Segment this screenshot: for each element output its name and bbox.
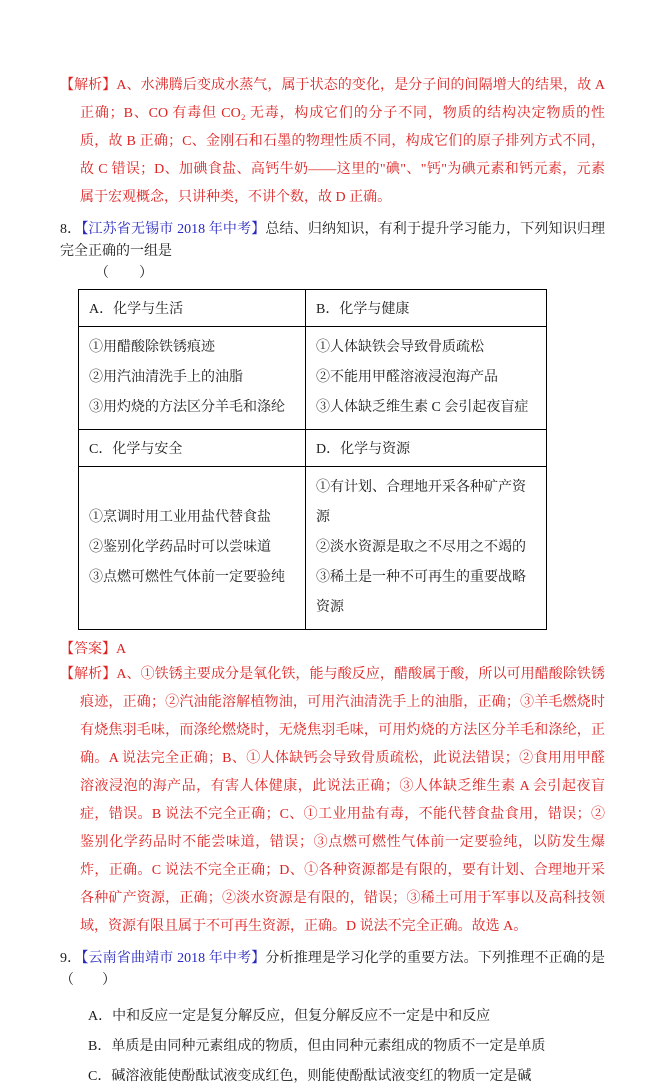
analysis-text: A、水沸腾后变成水蒸气，属于状态的变化，是分子间的间隔增大的结果，故 A 正确；B、CO 有毒但 CO₂ 无毒，构成它们的分子不同，物质的结构决定物质的性质，故 B 正确；C、金刚石和石墨的物理性质不同，构成它们的原子排列方式不同，故 C 错误；D、加碘食盐、高钙牛奶——这里的"碘"、"钙"为碘元素和钙元素，元素属于宏观概念，只讲种类，不讲个数，故 D 正确。 [80,78,606,205]
table-row [79,290,547,327]
question-9 [60,948,605,992]
list-item: ②鉴别化学药品时可以尝味道 [89,540,271,555]
analysis-paragraph-q7 [60,72,605,212]
question-8-source: 【江苏省无锡市 2018 年中考】 [81,222,266,237]
cell-d-items [306,467,547,630]
question-8 [60,219,605,263]
list-item: ②用汽油清洗手上的油脂 [89,370,243,385]
cell-c-header: C．化学与安全 [79,430,306,467]
question-9-options [88,1002,605,1092]
answer-label: 【答案】 [60,642,116,657]
question-9-number: 9． [60,951,82,966]
option-b: B．单质是由同种元素组成的物质，但由同种元素组成的物质不一定是单质 [88,1039,546,1054]
cell-a-items [79,327,306,430]
list-item: ③人体缺乏维生素 C 会引起夜盲症 [316,400,529,415]
list-item: ①用醋酸除铁锈痕迹 [89,340,215,355]
table-row [79,430,547,467]
option-c: C．碱溶液能使酚酞试液变成红色，则能使酚酞试液变红的物质一定是碱 [88,1069,532,1084]
table-row [79,327,547,430]
list-item: ③稀土是一种不可再生的重要战略资源 [316,570,526,615]
list-item: ①有计划、合理地开采各种矿产资源 [316,480,526,525]
analysis-paragraph-q8 [60,661,605,941]
knowledge-classification-table [78,289,547,630]
list-item: ①人体缺铁会导致骨质疏松 [316,340,484,355]
question-9-source: 【云南省曲靖市 2018 年中考】 [81,951,266,966]
list-item: ①烹调时用工业用盐代替食盐 [89,510,271,525]
list-item: ②不能用甲醛溶液浸泡海产品 [316,370,498,385]
table-row [79,467,547,630]
analysis-text: A、①铁锈主要成分是氧化铁，能与酸反应，醋酸属于酸，所以可用醋酸除铁锈痕迹，正确；②汽油能溶解植物油，可用汽油清洗手上的油脂，正确；③羊毛燃烧时有烧焦羽毛味，而涤纶燃烧时，无烧焦羽毛味，可用灼烧的方法区分羊毛和涤纶，正确。A 说法完全正确；B、①人体缺钙会导致骨质疏松，此说法错误；②食用用甲醛溶液浸泡的海产品，有害人体健康，此说法正确；③人体缺乏维生素 A 会引起夜盲症，错误。B 说法不完全正确；C、①工业用盐有毒，不能代替食盐食用，错误；②鉴别化学药品时不能尝味道，错误；③点燃可燃性气体前一定要验纯，以防发生爆炸，正确。C 说法不完全正确；D、①各种资源都是有限的，要有计划、合理地开采各种矿产资源，正确；②淡水资源是有限的，错误；③稀土可用于军事以及高科技领域，资源有限且属于不可再生资源，正确。D 说法不完全正确。故选 A。 [80,667,606,934]
question-8-text: 总结、归纳知识，有利于提升学习能力，下列知识归理完全正确的一组是 [60,222,606,259]
cell-a-header: A．化学与生活 [79,290,306,327]
answer-value: A [116,642,127,657]
analysis-label: 【解析】 [60,78,117,93]
cell-c-items [79,467,306,630]
cell-b-items [306,327,547,430]
option-a: A．中和反应一定是复分解反应，但复分解反应不一定是中和反应 [88,1009,491,1024]
cell-b-header: B．化学与健康 [306,290,547,327]
question-8-number: 8． [60,222,82,237]
question-8-answer-brackets: （ ） [95,266,161,281]
list-item: ②淡水资源是取之不尽用之不竭的 [316,540,526,555]
list-item: ③点燃可燃性气体前一定要验纯 [89,570,285,585]
list-item: ③用灼烧的方法区分羊毛和涤纶 [89,400,285,415]
analysis-label: 【解析】 [60,667,117,682]
question-9-text: 分析推理是学习化学的重要方法。下列推理不正确的是（ ） [60,951,606,988]
cell-d-header: D．化学与资源 [306,430,547,467]
answer-line-q8 [60,639,605,661]
